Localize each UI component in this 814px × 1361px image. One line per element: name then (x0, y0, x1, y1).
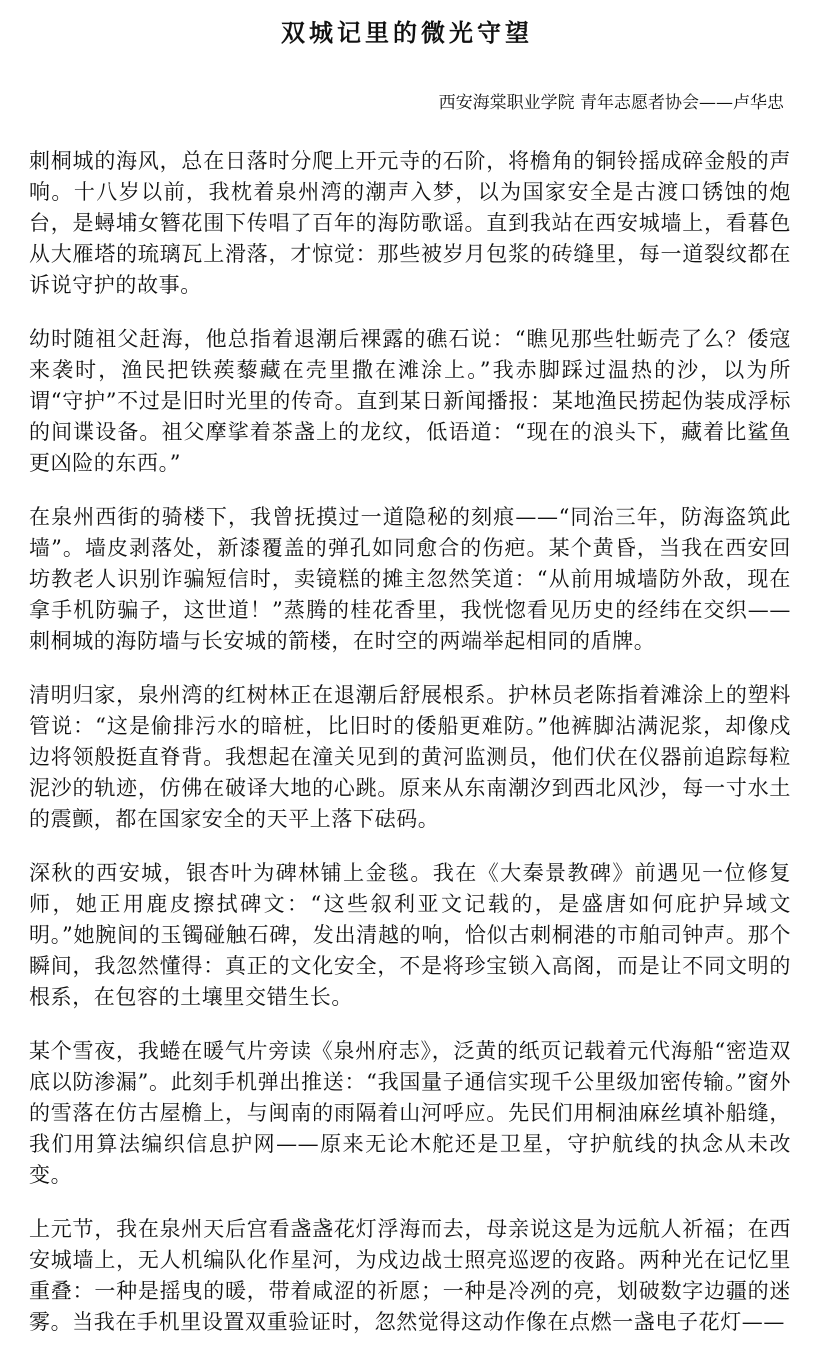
paragraph-6: 某个雪夜，我蜷在暖气片旁读《泉州府志》，泛黄的纸页记载着元代海船“密造双底以防渗漏”。此刻手机弹出推送：“我国量子通信实现千公里级加密传输。”窗外的雪落在仿古屋檐上，与闽南的雨隔着山河呼应。先民们用桐油麻丝填补船缝，我们用算法编织信息护网——原来无论木舵还是卫星，守护航线的执念从未改变。 (29, 1039, 791, 1187)
paragraph-4: 清明归家，泉州湾的红树林正在退潮后舒展根系。护林员老陈指着滩涂上的塑料管说：“这是偷排污水的暗桩，比旧时的倭船更难防。”他裤脚沾满泥浆，却像戍边将领般挺直脊背。我想起在潼关见到的黄河监测员，他们伏在仪器前追踪每粒泥沙的轨迹，仿佛在破译大地的心跳。原来从东南潮汐到西北风沙，每一寸水土的震颤，都在国家安全的天平上落下砝码。 (29, 683, 791, 831)
paragraph-5: 深秋的西安城，银杏叶为碑林铺上金毯。我在《大秦景教碑》前遇见一位修复师，她正用鹿皮擦拭碑文：“这些叙利亚文记载的，是盛唐如何庇护异域文明。”她腕间的玉镯碰触石碑，发出清越的响，恰似古刺桐港的市舶司钟声。那个瞬间，我忽然懂得：真正的文化安全，不是将珍宝锁入高阁，而是让不同文明的根系，在包容的土壤里交错生长。 (29, 861, 791, 1009)
paragraph-2: 幼时随祖父赶海，他总指着退潮后裸露的礁石说：“瞧见那些牡蛎壳了么？倭寇来袭时，渔民把铁蒺藜藏在壳里撒在滩涂上。”我赤脚踩过温热的沙，以为所谓“守护”不过是旧时光里的传奇。直到某日新闻播报：某地渔民捞起伪装成浮标的间谍设备。祖父摩挲着茶盏上的龙纹，低语道：“现在的浪头下，藏着比鲨鱼更凶险的东西。” (29, 327, 791, 475)
author-byline: 西安海棠职业学院 青年志愿者协会——卢华忠 (438, 93, 784, 113)
paragraph-3: 在泉州西街的骑楼下，我曾抚摸过一道隐秘的刻痕——“同治三年，防海盗筑此墙”。墙皮剥落处，新漆覆盖的弹孔如同愈合的伤疤。某个黄昏，当我在西安回坊教老人识别诈骗短信时，卖镜糕的摊主忽然笑道：“从前用城墙防外敌，现在拿手机防骗子，这世道！”蒸腾的桂花香里，我恍惚看见历史的经纬在交织——刺桐城的海防墙与长安城的箭楼，在时空的两端举起相同的盾牌。 (29, 505, 791, 653)
paragraph-1: 刺桐城的海风，总在日落时分爬上开元寺的石阶，将檐角的铜铃摇成碎金般的声响。十八岁以前，我枕着泉州湾的潮声入梦，以为国家安全是古渡口锈蚀的炮台，是蟳埔女簪花围下传唱了百年的海防歌谣。直到我站在西安城墙上，看暮色从大雁塔的琉璃瓦上滑落，才惊觉：那些被岁月包浆的砖缝里，每一道裂纹都在诉说守护的故事。 (29, 149, 791, 297)
paragraph-7: 上元节，我在泉州天后宫看盏盏花灯浮海而去，母亲说这是为远航人祈福；在西安城墙上，无人机编队化作星河，为戍边战士照亮巡逻的夜路。两种光在记忆里重叠：一种是摇曳的暖，带着咸涩的祈愿；一种是冷冽的亮，划破数字边疆的迷雾。当我在手机里设置双重验证时，忽然觉得这动作像在点燃一盏电子花灯—— (29, 1217, 791, 1334)
document-title: 双城记里的微光守望 (281, 18, 533, 47)
document-body (29, 146, 791, 1361)
